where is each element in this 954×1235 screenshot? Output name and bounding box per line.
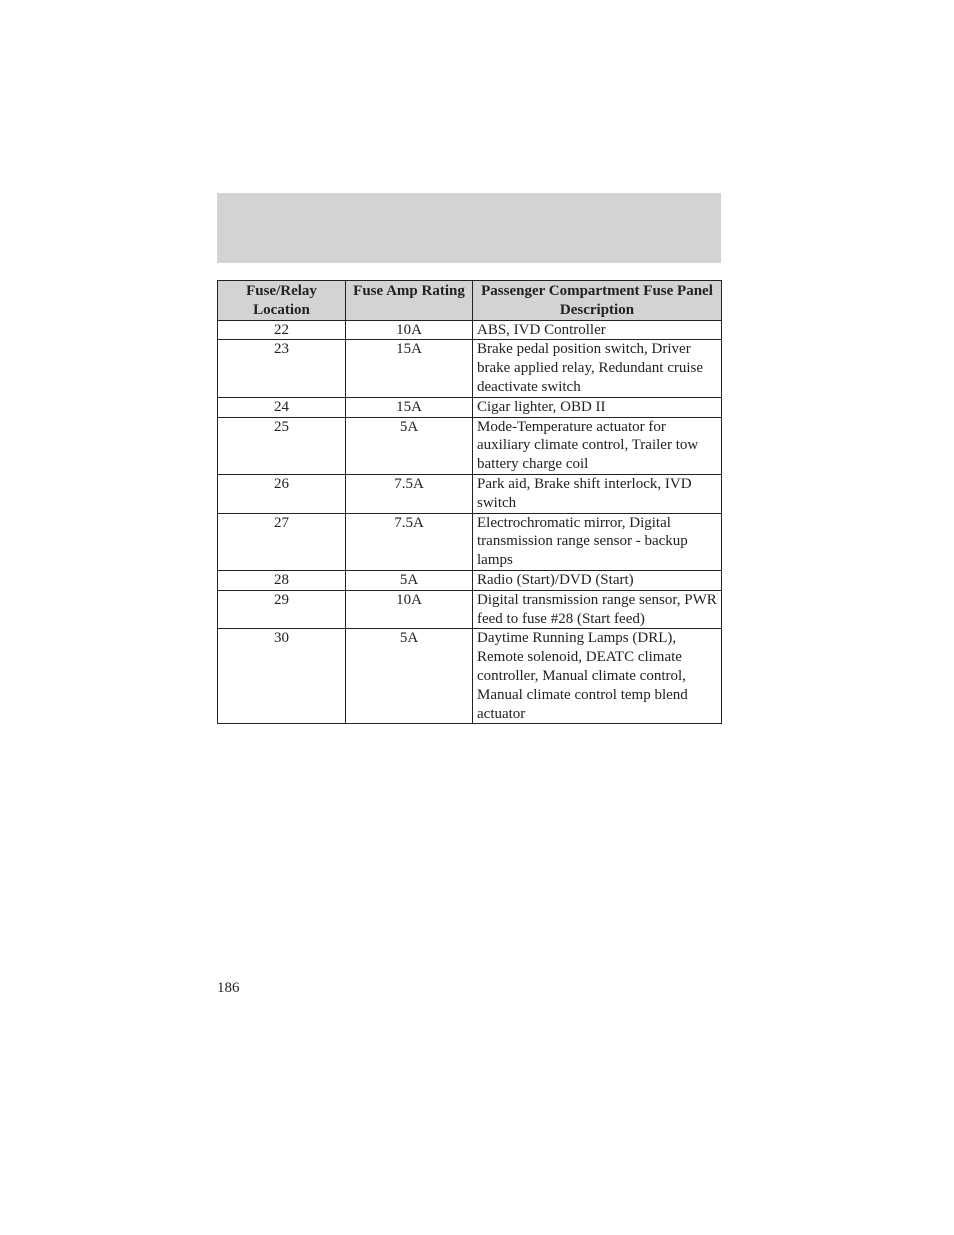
table-row (218, 417, 722, 474)
cell-description: ABS, IVD Controller (473, 320, 722, 340)
cell-rating: 7.5A (346, 474, 473, 513)
cell-rating: 10A (346, 590, 473, 629)
header-rating: Fuse Amp Rating (346, 281, 473, 321)
section-header-band (217, 193, 721, 263)
cell-rating: 15A (346, 397, 473, 417)
cell-description: Daytime Running Lamps (DRL), Remote solenoid, DEATC climate controller, Manual climate control, Manual climate control temp blend actuator (473, 629, 722, 724)
cell-location: 29 (218, 590, 346, 629)
cell-location: 25 (218, 417, 346, 474)
table-row (218, 629, 722, 724)
header-description: Passenger Compartment Fuse Panel Description (473, 281, 722, 321)
cell-rating: 7.5A (346, 513, 473, 570)
cell-location: 22 (218, 320, 346, 340)
table-row (218, 340, 722, 397)
cell-description: Electrochromatic mirror, Digital transmission range sensor - backup lamps (473, 513, 722, 570)
page-number: 186 (217, 980, 240, 996)
table-row (218, 474, 722, 513)
cell-location: 24 (218, 397, 346, 417)
cell-rating: 5A (346, 629, 473, 724)
table-row (218, 513, 722, 570)
cell-description: Mode-Temperature actuator for auxiliary climate control, Trailer tow battery charge coil (473, 417, 722, 474)
header-location: Fuse/Relay Location (218, 281, 346, 321)
cell-rating: 10A (346, 320, 473, 340)
table-row (218, 590, 722, 629)
cell-location: 27 (218, 513, 346, 570)
cell-description: Park aid, Brake shift interlock, IVD switch (473, 474, 722, 513)
cell-description: Cigar lighter, OBD II (473, 397, 722, 417)
cell-rating: 5A (346, 570, 473, 590)
cell-rating: 5A (346, 417, 473, 474)
table-row (218, 397, 722, 417)
cell-location: 30 (218, 629, 346, 724)
table-header-row (218, 281, 722, 321)
cell-location: 28 (218, 570, 346, 590)
cell-description: Digital transmission range sensor, PWR feed to fuse #28 (Start feed) (473, 590, 722, 629)
fuse-table (217, 280, 722, 724)
cell-location: 26 (218, 474, 346, 513)
cell-rating: 15A (346, 340, 473, 397)
cell-location: 23 (218, 340, 346, 397)
table-row (218, 320, 722, 340)
cell-description: Radio (Start)/DVD (Start) (473, 570, 722, 590)
cell-description: Brake pedal position switch, Driver brake applied relay, Redundant cruise deactivate switch (473, 340, 722, 397)
table-row (218, 570, 722, 590)
